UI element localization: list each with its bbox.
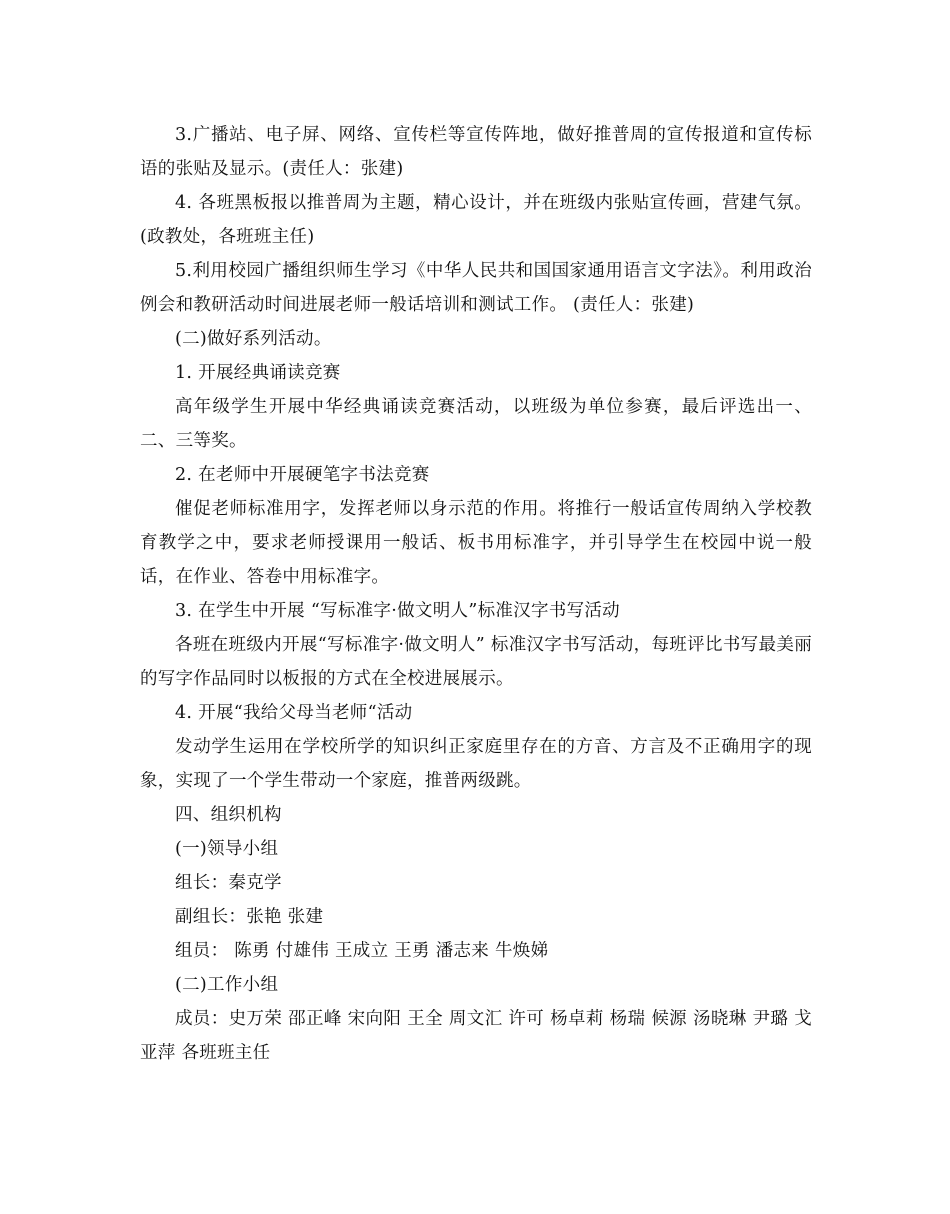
working-group-members: 成员：史万荣 邵正峰 宋向阳 王全 周文汇 许可 杨卓莉 杨瑞 候源 汤晓琳 尹璐 戈亚萍 各班班主任 [140, 1009, 812, 1063]
subheading-leadership-group: (一)领导小组 [175, 839, 279, 859]
paragraph-broadcast-study: 5.利用校园广播组织师生学习《中华人民共和国国家通用语言文字法》。利用政治例会和教研活动时间进展老师一般话培训和测试工作。 (责任人：张建) [140, 261, 812, 315]
document-body [140, 118, 812, 1070]
paragraph-teach-parents: 发动学生运用在学校所学的知识纠正家庭里存在的方音、方言及不正确用字的现象，实现了一个学生带动一个家庭，推普两级跳。 [140, 737, 812, 791]
paragraph-writing-activity: 各班在班级内开展“写标准字·做文明人” 标准汉字书写活动，每班评比书写最美丽的写字作品同时以板报的方式在全校进展展示。 [140, 635, 812, 689]
members-line: 组员： 陈勇 付雄伟 王成立 王勇 潘志来 牛焕娣 [175, 941, 549, 961]
leader-line: 组长：秦克学 [175, 873, 282, 893]
section-heading-organization: 四、组织机构 [175, 805, 282, 825]
paragraph-publicity-venues: 3.广播站、电子屏、网络、宣传栏等宣传阵地，做好推普周的宣传报道和宣传标语的张贴及显示。(责任人：张建) [140, 125, 812, 179]
paragraph-calligraphy: 催促老师标准用字，发挥老师以身示范的作用。将推行一般话宣传周纳入学校教育教学之中，要求老师授课用一般话、板书用标准字，并引导学生在校园中说一般话，在作业、答卷中用标准字。 [140, 499, 812, 587]
item-heading-writing-activity: 3. 在学生中开展 “写标准字·做文明人”标准汉字书写活动 [175, 601, 620, 621]
deputy-leader-line: 副组长：张艳 张建 [175, 907, 324, 927]
paragraph-blackboard: 4. 各班黑板报以推普周为主题，精心设计，并在班级内张贴宣传画，营建气氛。(政教处，各班班主任) [140, 193, 812, 247]
section-heading-activities: (二)做好系列活动。 [175, 329, 332, 349]
item-heading-teach-parents: 4. 开展“我给父母当老师“活动 [175, 703, 413, 723]
item-heading-calligraphy: 2. 在老师中开展硬笔字书法竞赛 [175, 465, 430, 485]
paragraph-classic-reading: 高年级学生开展中华经典诵读竞赛活动，以班级为单位参赛，最后评选出一、二、三等奖。 [140, 397, 812, 451]
item-heading-classic-reading: 1. 开展经典诵读竞赛 [175, 363, 341, 383]
subheading-working-group: (二)工作小组 [175, 975, 279, 995]
